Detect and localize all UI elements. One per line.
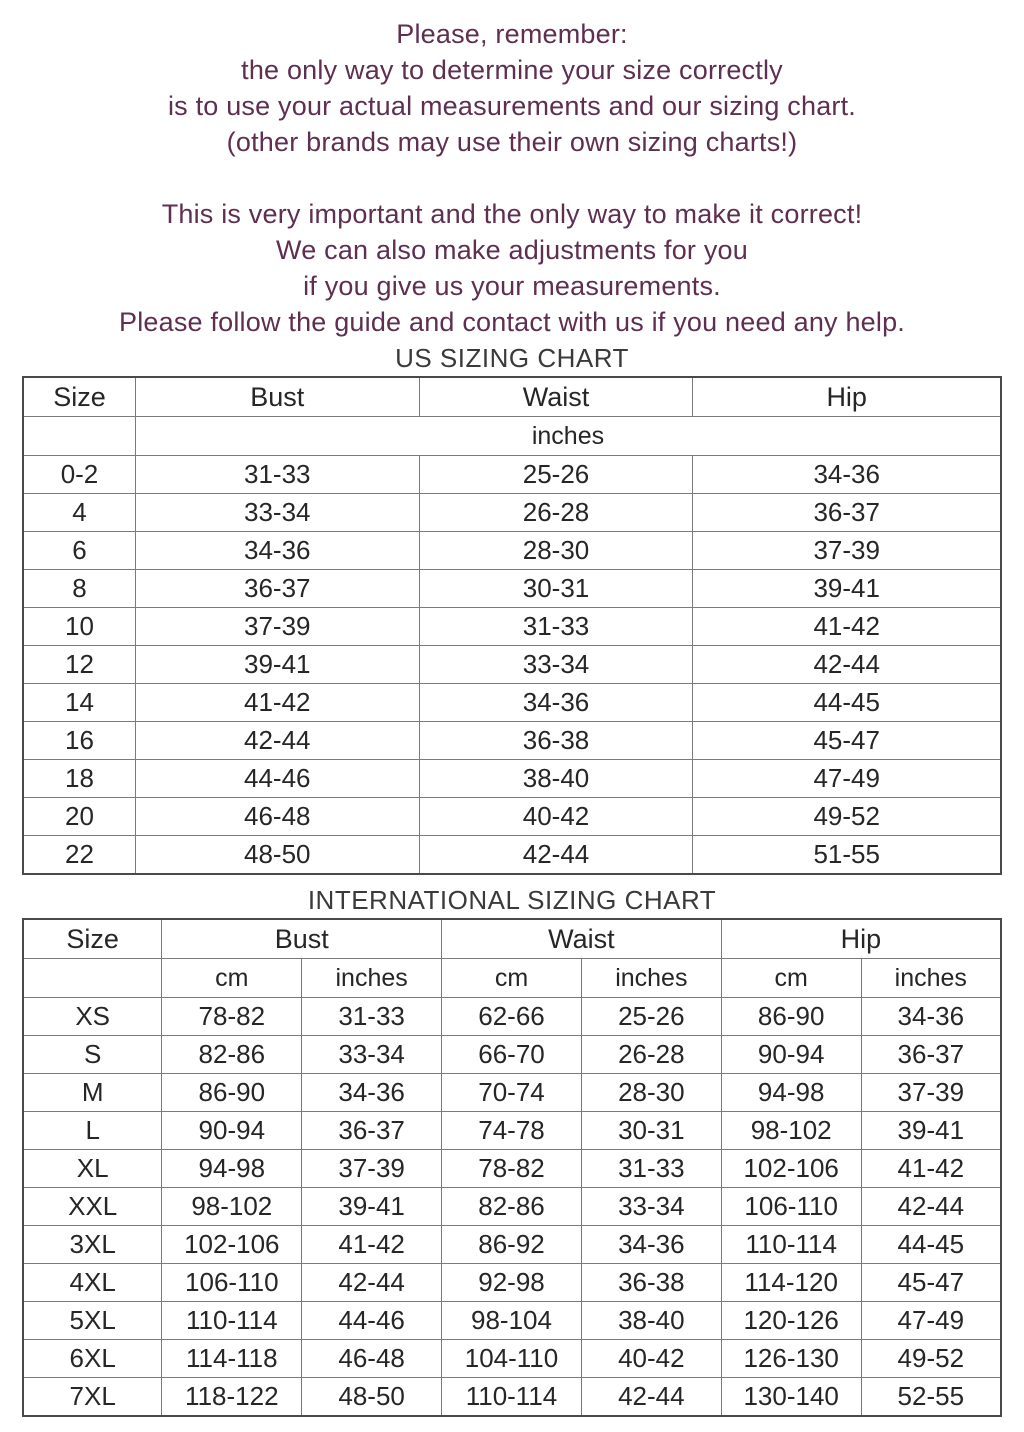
intl-units-label-hip-inches: inches (861, 959, 1001, 998)
us-measurement-cell: 31-33 (419, 608, 693, 646)
us-measurement-cell: 37-39 (135, 608, 419, 646)
intl-measurement-cell: 38-40 (581, 1302, 721, 1340)
us-measurement-cell: 45-47 (693, 722, 1001, 760)
us-size-cell: 6 (23, 532, 135, 570)
us-units-label: inches (135, 417, 1001, 456)
us-measurement-cell: 34-36 (135, 532, 419, 570)
intro-line: We can also make adjustments for you (276, 235, 748, 265)
intl-measurement-cell: 106-110 (162, 1264, 302, 1302)
intl-measurement-cell: 114-118 (162, 1340, 302, 1378)
us-measurement-cell: 39-41 (135, 646, 419, 684)
intl-measurement-cell: 46-48 (302, 1340, 442, 1378)
us-table-row (23, 836, 1001, 875)
intro-paragraph-1 (0, 16, 1024, 160)
us-column-header-hip: Hip (693, 377, 1001, 417)
us-measurement-cell: 41-42 (135, 684, 419, 722)
intl-measurement-cell: 36-37 (302, 1112, 442, 1150)
us-size-cell: 12 (23, 646, 135, 684)
us-table-row (23, 646, 1001, 684)
intl-table-row (23, 1074, 1001, 1112)
intl-measurement-cell: 31-33 (302, 998, 442, 1036)
us-measurement-cell: 42-44 (693, 646, 1001, 684)
intl-measurement-cell: 106-110 (721, 1188, 861, 1226)
intl-size-cell: 7XL (23, 1378, 162, 1417)
intl-measurement-cell: 37-39 (861, 1074, 1001, 1112)
us-measurement-cell: 40-42 (419, 798, 693, 836)
intro-line: is to use your actual measurements and our sizing chart. (167, 91, 857, 121)
intl-measurement-cell: 34-36 (861, 998, 1001, 1036)
intl-measurement-cell: 90-94 (162, 1112, 302, 1150)
us-units-row (23, 417, 1001, 456)
intl-size-cell: 3XL (23, 1226, 162, 1264)
intl-measurement-cell: 82-86 (442, 1188, 582, 1226)
us-measurement-cell: 39-41 (693, 570, 1001, 608)
intl-column-header-bust: Bust (162, 919, 442, 959)
intl-size-cell: XS (23, 998, 162, 1036)
us-header-row (23, 377, 1001, 417)
intro-line: This is very important and the only way to make it correct! (161, 199, 863, 229)
intl-size-cell: 6XL (23, 1340, 162, 1378)
intl-measurement-cell: 118-122 (162, 1378, 302, 1417)
us-size-cell: 22 (23, 836, 135, 875)
intl-measurement-cell: 36-38 (581, 1264, 721, 1302)
us-measurement-cell: 41-42 (693, 608, 1001, 646)
us-measurement-cell: 34-36 (419, 684, 693, 722)
intl-measurement-cell: 28-30 (581, 1074, 721, 1112)
intl-measurement-cell: 37-39 (302, 1150, 442, 1188)
intl-measurement-cell: 120-126 (721, 1302, 861, 1340)
intl-table-row (23, 1378, 1001, 1417)
intl-measurement-cell: 74-78 (442, 1112, 582, 1150)
us-size-cell: 16 (23, 722, 135, 760)
intl-measurement-cell: 78-82 (162, 998, 302, 1036)
intl-measurement-cell: 94-98 (162, 1150, 302, 1188)
intl-measurement-cell: 86-90 (162, 1074, 302, 1112)
intl-units-label-bust-cm: cm (162, 959, 302, 998)
intl-measurement-cell: 39-41 (302, 1188, 442, 1226)
us-measurement-cell: 30-31 (419, 570, 693, 608)
us-table-row (23, 494, 1001, 532)
us-measurement-cell: 38-40 (419, 760, 693, 798)
us-column-header-waist: Waist (419, 377, 693, 417)
intro-paragraph-2 (0, 196, 1024, 340)
intl-measurement-cell: 70-74 (442, 1074, 582, 1112)
intl-measurement-cell: 104-110 (442, 1340, 582, 1378)
us-measurement-cell: 44-45 (693, 684, 1001, 722)
us-column-header-size: Size (23, 377, 135, 417)
intl-measurement-cell: 40-42 (581, 1340, 721, 1378)
us-table-row (23, 456, 1001, 494)
intl-size-cell: L (23, 1112, 162, 1150)
intl-measurement-cell: 66-70 (442, 1036, 582, 1074)
intl-header-row (23, 919, 1001, 959)
intro-line: Please follow the guide and contact with us if you need any help. (118, 307, 905, 337)
intl-measurement-cell: 86-90 (721, 998, 861, 1036)
us-measurement-cell: 31-33 (135, 456, 419, 494)
intl-size-cell: S (23, 1036, 162, 1074)
us-table-row (23, 608, 1001, 646)
us-measurement-cell: 25-26 (419, 456, 693, 494)
intl-table-row (23, 1112, 1001, 1150)
us-measurement-cell: 44-46 (135, 760, 419, 798)
intl-measurement-cell: 41-42 (302, 1226, 442, 1264)
intl-column-header-waist: Waist (442, 919, 722, 959)
intl-measurement-cell: 48-50 (302, 1378, 442, 1417)
us-measurement-cell: 37-39 (693, 532, 1001, 570)
intl-measurement-cell: 41-42 (861, 1150, 1001, 1188)
intl-table-row (23, 1150, 1001, 1188)
us-size-cell: 14 (23, 684, 135, 722)
us-size-cell: 20 (23, 798, 135, 836)
intro-line: (other brands may use their own sizing charts!) (226, 127, 798, 157)
intl-measurement-cell: 62-66 (442, 998, 582, 1036)
intl-table-row (23, 998, 1001, 1036)
us-table-row (23, 684, 1001, 722)
us-table-row (23, 798, 1001, 836)
us-table-row (23, 532, 1001, 570)
intl-measurement-cell: 42-44 (302, 1264, 442, 1302)
intl-measurement-cell: 130-140 (721, 1378, 861, 1417)
us-measurement-cell: 34-36 (693, 456, 1001, 494)
intl-table-row (23, 1188, 1001, 1226)
us-measurement-cell: 46-48 (135, 798, 419, 836)
intl-measurement-cell: 39-41 (861, 1112, 1001, 1150)
intl-measurement-cell: 92-98 (442, 1264, 582, 1302)
intl-measurement-cell: 33-34 (302, 1036, 442, 1074)
us-measurement-cell: 49-52 (693, 798, 1001, 836)
intl-units-empty-cell (23, 959, 162, 998)
intl-measurement-cell: 33-34 (581, 1188, 721, 1226)
intl-measurement-cell: 110-114 (442, 1378, 582, 1417)
intro-line: if you give us your measurements. (303, 271, 721, 301)
us-size-cell: 4 (23, 494, 135, 532)
intl-measurement-cell: 110-114 (162, 1302, 302, 1340)
us-measurement-cell: 42-44 (419, 836, 693, 875)
intl-measurement-cell: 44-46 (302, 1302, 442, 1340)
intl-measurement-cell: 126-130 (721, 1340, 861, 1378)
intl-column-header-size: Size (23, 919, 162, 959)
intro-line: Please, remember: (396, 19, 628, 49)
us-measurement-cell: 48-50 (135, 836, 419, 875)
us-chart-title: US SIZING CHART (395, 343, 629, 373)
us-measurement-cell: 28-30 (419, 532, 693, 570)
us-units-empty-cell (23, 417, 135, 456)
us-measurement-cell: 47-49 (693, 760, 1001, 798)
intl-measurement-cell: 78-82 (442, 1150, 582, 1188)
intl-measurement-cell: 31-33 (581, 1150, 721, 1188)
intl-table-row (23, 1264, 1001, 1302)
intl-units-row (23, 959, 1001, 998)
international-sizing-table (22, 918, 1002, 1417)
intl-measurement-cell: 25-26 (581, 998, 721, 1036)
us-size-cell: 0-2 (23, 456, 135, 494)
intl-measurement-cell: 90-94 (721, 1036, 861, 1074)
intl-table-row (23, 1036, 1001, 1074)
us-measurement-cell: 26-28 (419, 494, 693, 532)
us-sizing-table (22, 376, 1002, 875)
intl-units-label-waist-inches: inches (581, 959, 721, 998)
intl-size-cell: XL (23, 1150, 162, 1188)
intl-table-row (23, 1302, 1001, 1340)
intl-measurement-cell: 49-52 (861, 1340, 1001, 1378)
intl-measurement-cell: 34-36 (302, 1074, 442, 1112)
us-size-cell: 8 (23, 570, 135, 608)
intl-measurement-cell: 94-98 (721, 1074, 861, 1112)
intl-measurement-cell: 42-44 (861, 1188, 1001, 1226)
intl-measurement-cell: 98-102 (162, 1188, 302, 1226)
intl-measurement-cell: 102-106 (721, 1150, 861, 1188)
us-measurement-cell: 42-44 (135, 722, 419, 760)
intl-measurement-cell: 34-36 (581, 1226, 721, 1264)
us-table-row (23, 760, 1001, 798)
intl-measurement-cell: 82-86 (162, 1036, 302, 1074)
intl-measurement-cell: 102-106 (162, 1226, 302, 1264)
us-measurement-cell: 51-55 (693, 836, 1001, 875)
intl-measurement-cell: 52-55 (861, 1378, 1001, 1417)
intl-size-cell: XXL (23, 1188, 162, 1226)
intl-size-cell: 5XL (23, 1302, 162, 1340)
us-measurement-cell: 36-37 (135, 570, 419, 608)
intl-measurement-cell: 98-102 (721, 1112, 861, 1150)
intl-units-label-bust-inches: inches (302, 959, 442, 998)
intl-units-label-waist-cm: cm (442, 959, 582, 998)
intl-measurement-cell: 86-92 (442, 1226, 582, 1264)
intro-line: the only way to determine your size correctly (241, 55, 783, 85)
us-size-cell: 10 (23, 608, 135, 646)
intl-measurement-cell: 36-37 (861, 1036, 1001, 1074)
us-table-row (23, 570, 1001, 608)
intl-measurement-cell: 114-120 (721, 1264, 861, 1302)
intl-measurement-cell: 26-28 (581, 1036, 721, 1074)
us-measurement-cell: 33-34 (419, 646, 693, 684)
intl-units-label-hip-cm: cm (721, 959, 861, 998)
intl-table-row (23, 1226, 1001, 1264)
intl-column-header-hip: Hip (721, 919, 1001, 959)
intl-measurement-cell: 45-47 (861, 1264, 1001, 1302)
intl-chart-title: INTERNATIONAL SIZING CHART (307, 885, 717, 915)
intl-measurement-cell: 42-44 (581, 1378, 721, 1417)
us-measurement-cell: 36-37 (693, 494, 1001, 532)
us-measurement-cell: 33-34 (135, 494, 419, 532)
intl-table-row (23, 1340, 1001, 1378)
us-table-row (23, 722, 1001, 760)
intl-measurement-cell: 110-114 (721, 1226, 861, 1264)
intl-measurement-cell: 30-31 (581, 1112, 721, 1150)
us-size-cell: 18 (23, 760, 135, 798)
intl-size-cell: 4XL (23, 1264, 162, 1302)
intl-size-cell: M (23, 1074, 162, 1112)
intl-measurement-cell: 44-45 (861, 1226, 1001, 1264)
intl-measurement-cell: 47-49 (861, 1302, 1001, 1340)
intro-text-block (0, 0, 1024, 340)
intl-measurement-cell: 98-104 (442, 1302, 582, 1340)
us-measurement-cell: 36-38 (419, 722, 693, 760)
us-column-header-bust: Bust (135, 377, 419, 417)
